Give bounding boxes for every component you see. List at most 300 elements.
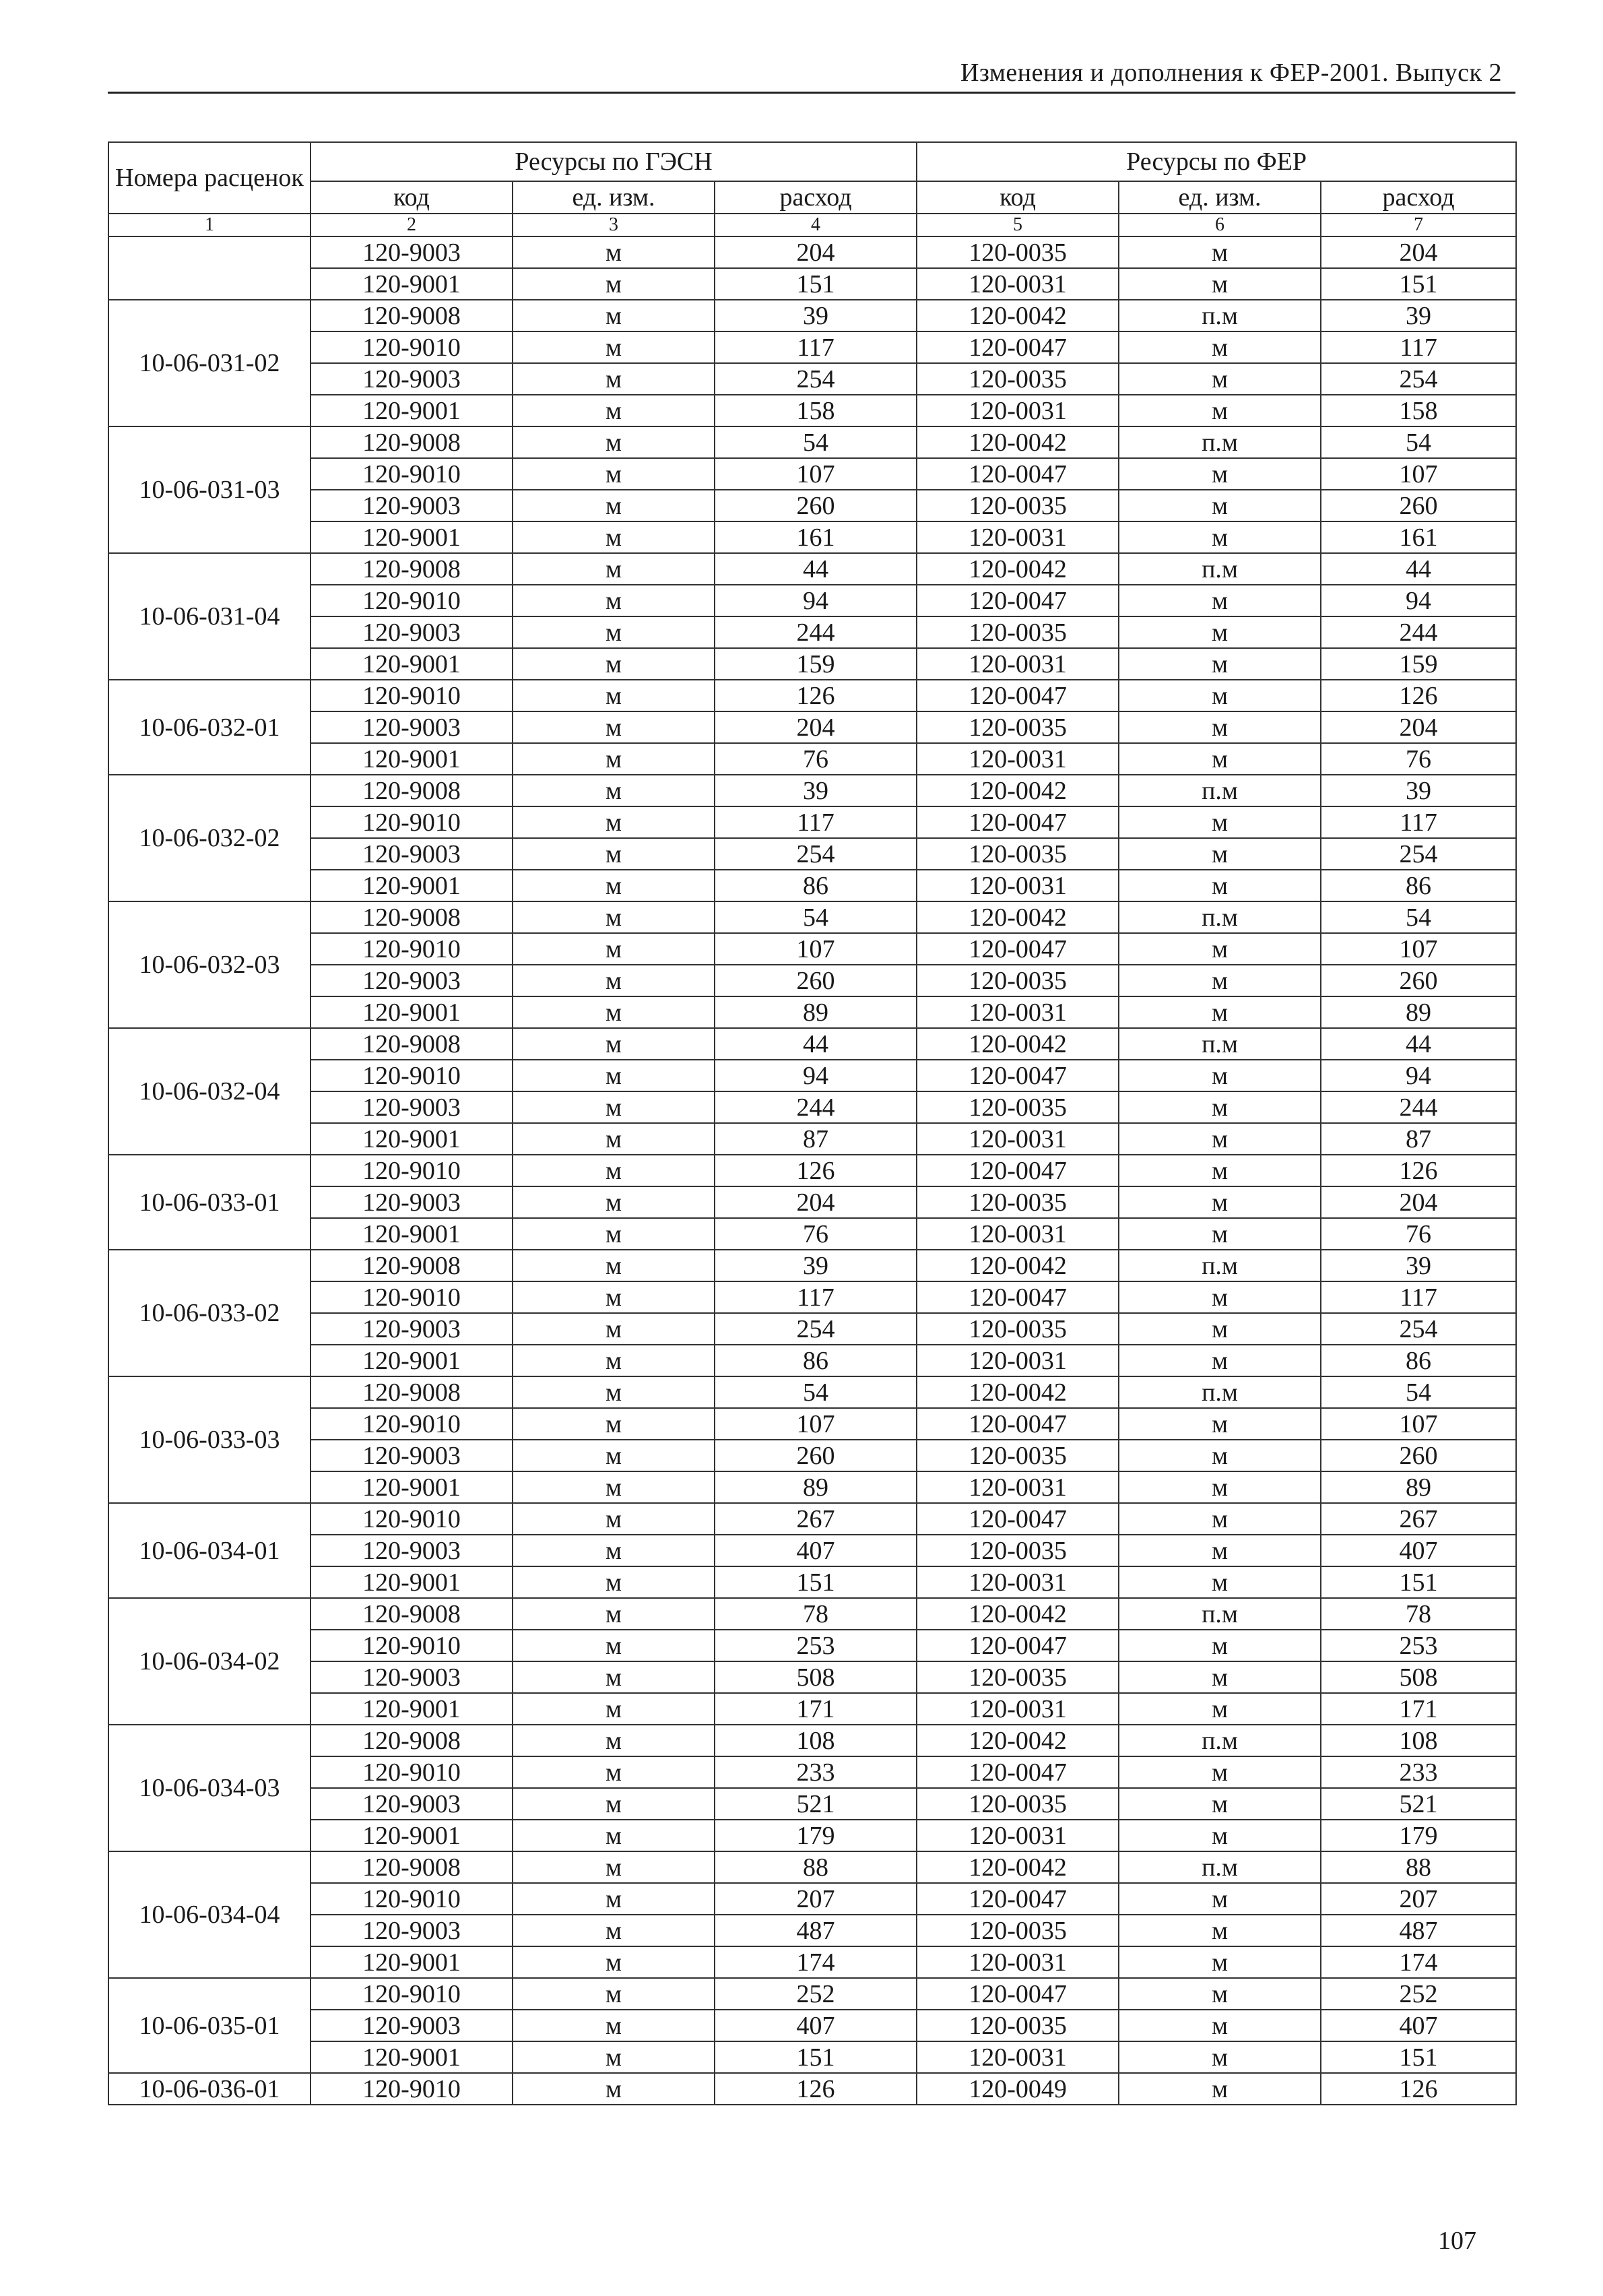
fer-qty-cell: 54 <box>1321 901 1516 933</box>
column-header: расход <box>715 181 917 214</box>
fer-unit-cell: п.м <box>1119 1725 1321 1756</box>
fer-qty-cell: 254 <box>1321 838 1516 870</box>
fer-qty-cell: 244 <box>1321 1091 1516 1123</box>
gesn-code-cell: 120-9001 <box>310 2041 513 2073</box>
gesn-qty-cell: 44 <box>715 1028 917 1060</box>
fer-unit-cell: м <box>1119 838 1321 870</box>
table-row <box>108 585 1516 616</box>
table-row <box>108 1345 1516 1376</box>
gesn-code-cell: 120-9003 <box>310 1535 513 1566</box>
gesn-code-cell: 120-9010 <box>310 933 513 965</box>
gesn-unit-cell: м <box>513 2073 715 2105</box>
fer-qty-cell: 207 <box>1321 1883 1516 1915</box>
gesn-unit-cell: м <box>513 331 715 363</box>
fer-unit-cell: м <box>1119 870 1321 901</box>
gesn-qty-cell: 117 <box>715 806 917 838</box>
gesn-code-cell: 120-9008 <box>310 1250 513 1281</box>
gesn-qty-cell: 76 <box>715 743 917 775</box>
fer-code-cell: 120-0035 <box>917 838 1119 870</box>
fer-unit-cell: п.м <box>1119 426 1321 458</box>
gesn-unit-cell: м <box>513 395 715 426</box>
fer-qty-cell: 204 <box>1321 236 1516 268</box>
gesn-code-cell: 120-9010 <box>310 1756 513 1788</box>
fer-code-cell: 120-0035 <box>917 2010 1119 2041</box>
gesn-qty-cell: 151 <box>715 268 917 300</box>
fer-qty-cell: 39 <box>1321 300 1516 331</box>
gesn-qty-cell: 260 <box>715 1440 917 1471</box>
fer-qty-cell: 107 <box>1321 458 1516 490</box>
gesn-unit-cell: м <box>513 1028 715 1060</box>
gesn-code-cell: 120-9010 <box>310 458 513 490</box>
gesn-qty-cell: 126 <box>715 2073 917 2105</box>
fer-unit-cell: м <box>1119 1661 1321 1693</box>
gesn-unit-cell: м <box>513 1345 715 1376</box>
fer-code-cell: 120-0042 <box>917 1851 1119 1883</box>
fer-qty-cell: 260 <box>1321 490 1516 521</box>
fer-code-cell: 120-0047 <box>917 806 1119 838</box>
fer-qty-cell: 407 <box>1321 2010 1516 2041</box>
fer-qty-cell: 253 <box>1321 1630 1516 1661</box>
fer-qty-cell: 260 <box>1321 965 1516 996</box>
gesn-qty-cell: 179 <box>715 1820 917 1851</box>
gesn-qty-cell: 254 <box>715 838 917 870</box>
fer-code-cell: 120-0031 <box>917 743 1119 775</box>
gesn-qty-cell: 260 <box>715 965 917 996</box>
fer-code-cell: 120-0047 <box>917 1756 1119 1788</box>
fer-unit-cell: м <box>1119 1820 1321 1851</box>
gesn-unit-cell: м <box>513 1756 715 1788</box>
gesn-qty-cell: 94 <box>715 585 917 616</box>
fer-unit-cell: м <box>1119 2010 1321 2041</box>
gesn-qty-cell: 107 <box>715 1408 917 1440</box>
rate-number-cell: 10-06-034-04 <box>108 1851 310 1978</box>
fer-code-cell: 120-0047 <box>917 1281 1119 1313</box>
gesn-unit-cell: м <box>513 616 715 648</box>
rates-column-header: Номера расценок <box>108 142 310 214</box>
gesn-qty-cell: 159 <box>715 648 917 680</box>
gesn-unit-cell: м <box>513 1503 715 1535</box>
gesn-qty-cell: 151 <box>715 2041 917 2073</box>
fer-unit-cell: м <box>1119 711 1321 743</box>
rate-number-cell: 10-06-032-04 <box>108 1028 310 1155</box>
fer-code-cell: 120-0042 <box>917 775 1119 806</box>
rate-number-cell: 10-06-031-03 <box>108 426 310 553</box>
gesn-code-cell: 120-9008 <box>310 1725 513 1756</box>
fer-unit-cell: м <box>1119 363 1321 395</box>
gesn-unit-cell: м <box>513 1471 715 1503</box>
fer-code-cell: 120-0042 <box>917 1376 1119 1408</box>
gesn-code-cell: 120-9010 <box>310 806 513 838</box>
gesn-code-cell: 120-9010 <box>310 1408 513 1440</box>
gesn-unit-cell: м <box>513 711 715 743</box>
gesn-unit-cell: м <box>513 1440 715 1471</box>
gesn-code-cell: 120-9001 <box>310 1218 513 1250</box>
gesn-unit-cell: м <box>513 426 715 458</box>
fer-code-cell: 120-0042 <box>917 300 1119 331</box>
gesn-code-cell: 120-9008 <box>310 1028 513 1060</box>
fer-qty-cell: 407 <box>1321 1535 1516 1566</box>
gesn-unit-cell: м <box>513 775 715 806</box>
fer-code-cell: 120-0047 <box>917 680 1119 711</box>
gesn-code-cell: 120-9008 <box>310 1851 513 1883</box>
fer-unit-cell: м <box>1119 1883 1321 1915</box>
rate-number-cell <box>108 236 310 300</box>
gesn-unit-cell: м <box>513 1598 715 1630</box>
fer-unit-cell: м <box>1119 585 1321 616</box>
table-row <box>108 331 1516 363</box>
fer-unit-cell: м <box>1119 965 1321 996</box>
table-row <box>108 1060 1516 1091</box>
gesn-qty-cell: 407 <box>715 2010 917 2041</box>
fer-code-cell: 120-0047 <box>917 933 1119 965</box>
table-row <box>108 300 1516 331</box>
fer-qty-cell: 233 <box>1321 1756 1516 1788</box>
rate-number-cell: 10-06-032-01 <box>108 680 310 775</box>
fer-unit-cell: м <box>1119 1155 1321 1186</box>
gesn-qty-cell: 204 <box>715 236 917 268</box>
fer-code-cell: 120-0035 <box>917 1313 1119 1345</box>
fer-code-cell: 120-0031 <box>917 268 1119 300</box>
table-row <box>108 1978 1516 2010</box>
fer-unit-cell: м <box>1119 1060 1321 1091</box>
gesn-qty-cell: 267 <box>715 1503 917 1535</box>
fer-qty-cell: 204 <box>1321 711 1516 743</box>
fer-qty-cell: 521 <box>1321 1788 1516 1820</box>
fer-code-cell: 120-0047 <box>917 1155 1119 1186</box>
gesn-unit-cell: м <box>513 1566 715 1598</box>
gesn-unit-cell: м <box>513 1218 715 1250</box>
fer-unit-cell: м <box>1119 1218 1321 1250</box>
gesn-unit-cell: м <box>513 1851 715 1883</box>
fer-code-cell: 120-0031 <box>917 996 1119 1028</box>
gesn-code-cell: 120-9003 <box>310 711 513 743</box>
table-row <box>108 680 1516 711</box>
fer-code-cell: 120-0042 <box>917 901 1119 933</box>
fer-qty-cell: 171 <box>1321 1693 1516 1725</box>
gesn-code-cell: 120-9008 <box>310 1376 513 1408</box>
gesn-unit-cell: м <box>513 870 715 901</box>
fer-code-cell: 120-0031 <box>917 648 1119 680</box>
table-row <box>108 1503 1516 1535</box>
fer-unit-cell: м <box>1119 236 1321 268</box>
gesn-unit-cell: м <box>513 648 715 680</box>
gesn-unit-cell: м <box>513 1725 715 1756</box>
fer-unit-cell: п.м <box>1119 553 1321 585</box>
table-row <box>108 1566 1516 1598</box>
table-row <box>108 901 1516 933</box>
gesn-code-cell: 120-9001 <box>310 268 513 300</box>
gesn-unit-cell: м <box>513 1820 715 1851</box>
column-header: ед. изм. <box>1119 181 1321 214</box>
gesn-code-cell: 120-9010 <box>310 1155 513 1186</box>
fer-qty-cell: 252 <box>1321 1978 1516 2010</box>
fer-qty-cell: 76 <box>1321 743 1516 775</box>
fer-unit-cell: м <box>1119 395 1321 426</box>
gesn-qty-cell: 39 <box>715 775 917 806</box>
rate-number-cell: 10-06-034-03 <box>108 1725 310 1851</box>
gesn-code-cell: 120-9003 <box>310 1915 513 1946</box>
fer-unit-cell: м <box>1119 1978 1321 2010</box>
fer-code-cell: 120-0042 <box>917 1598 1119 1630</box>
gesn-qty-cell: 161 <box>715 521 917 553</box>
fer-code-cell: 120-0035 <box>917 236 1119 268</box>
rate-number-cell: 10-06-035-01 <box>108 1978 310 2073</box>
fer-qty-cell: 88 <box>1321 1851 1516 1883</box>
fer-qty-cell: 159 <box>1321 648 1516 680</box>
fer-qty-cell: 260 <box>1321 1440 1516 1471</box>
gesn-unit-cell: м <box>513 458 715 490</box>
rate-number-cell: 10-06-032-03 <box>108 901 310 1028</box>
fer-unit-cell: м <box>1119 490 1321 521</box>
gesn-qty-cell: 107 <box>715 933 917 965</box>
fer-qty-cell: 158 <box>1321 395 1516 426</box>
gesn-qty-cell: 108 <box>715 1725 917 1756</box>
fer-qty-cell: 117 <box>1321 806 1516 838</box>
table-row <box>108 1535 1516 1566</box>
gesn-unit-cell: м <box>513 236 715 268</box>
gesn-unit-cell: м <box>513 1630 715 1661</box>
gesn-qty-cell: 407 <box>715 1535 917 1566</box>
table-row <box>108 711 1516 743</box>
table-row <box>108 1281 1516 1313</box>
column-header: код <box>310 181 513 214</box>
fer-qty-cell: 94 <box>1321 585 1516 616</box>
table-row <box>108 1471 1516 1503</box>
gesn-unit-cell: м <box>513 965 715 996</box>
fer-code-cell: 120-0042 <box>917 553 1119 585</box>
gesn-code-cell: 120-9003 <box>310 1091 513 1123</box>
gesn-qty-cell: 39 <box>715 1250 917 1281</box>
rate-number-cell: 10-06-033-02 <box>108 1250 310 1376</box>
gesn-qty-cell: 78 <box>715 1598 917 1630</box>
gesn-unit-cell: м <box>513 490 715 521</box>
gesn-qty-cell: 252 <box>715 1978 917 2010</box>
gesn-code-cell: 120-9001 <box>310 1693 513 1725</box>
fer-unit-cell: м <box>1119 1471 1321 1503</box>
fer-code-cell: 120-0035 <box>917 616 1119 648</box>
gesn-code-cell: 120-9010 <box>310 2073 513 2105</box>
table-row <box>108 996 1516 1028</box>
gesn-code-cell: 120-9008 <box>310 300 513 331</box>
fer-code-cell: 120-0035 <box>917 1535 1119 1566</box>
fer-group-header: Ресурсы по ФЕР <box>917 142 1516 181</box>
column-header: расход <box>1321 181 1516 214</box>
gesn-unit-cell: м <box>513 1091 715 1123</box>
gesn-unit-cell: м <box>513 1915 715 1946</box>
table-row <box>108 1725 1516 1756</box>
fer-code-cell: 120-0035 <box>917 1788 1119 1820</box>
gesn-qty-cell: 94 <box>715 1060 917 1091</box>
fer-code-cell: 120-0047 <box>917 1060 1119 1091</box>
fer-code-cell: 120-0042 <box>917 1028 1119 1060</box>
table-row <box>108 2041 1516 2073</box>
gesn-unit-cell: м <box>513 838 715 870</box>
gesn-qty-cell: 521 <box>715 1788 917 1820</box>
gesn-unit-cell: м <box>513 1693 715 1725</box>
gesn-code-cell: 120-9008 <box>310 553 513 585</box>
gesn-unit-cell: м <box>513 743 715 775</box>
table-row <box>108 838 1516 870</box>
table-row <box>108 775 1516 806</box>
fer-unit-cell: м <box>1119 1440 1321 1471</box>
gesn-qty-cell: 244 <box>715 616 917 648</box>
gesn-unit-cell: м <box>513 1186 715 1218</box>
fer-unit-cell: п.м <box>1119 1250 1321 1281</box>
gesn-qty-cell: 126 <box>715 1155 917 1186</box>
table-row <box>108 1123 1516 1155</box>
table-body <box>108 236 1516 2105</box>
fer-code-cell: 120-0047 <box>917 1630 1119 1661</box>
fer-code-cell: 120-0031 <box>917 1566 1119 1598</box>
table-row <box>108 965 1516 996</box>
fer-unit-cell: м <box>1119 806 1321 838</box>
table-row <box>108 1915 1516 1946</box>
gesn-code-cell: 120-9010 <box>310 1883 513 1915</box>
gesn-qty-cell: 253 <box>715 1630 917 1661</box>
table-row <box>108 870 1516 901</box>
table-row <box>108 1630 1516 1661</box>
gesn-qty-cell: 207 <box>715 1883 917 1915</box>
gesn-code-cell: 120-9001 <box>310 395 513 426</box>
fer-qty-cell: 94 <box>1321 1060 1516 1091</box>
gesn-unit-cell: м <box>513 363 715 395</box>
table-row <box>108 1313 1516 1345</box>
column-number: 4 <box>715 214 917 236</box>
fer-qty-cell: 126 <box>1321 2073 1516 2105</box>
fer-unit-cell: м <box>1119 458 1321 490</box>
gesn-code-cell: 120-9010 <box>310 1060 513 1091</box>
gesn-unit-cell: м <box>513 1535 715 1566</box>
gesn-qty-cell: 244 <box>715 1091 917 1123</box>
gesn-code-cell: 120-9008 <box>310 901 513 933</box>
gesn-code-cell: 120-9003 <box>310 1313 513 1345</box>
gesn-code-cell: 120-9003 <box>310 1186 513 1218</box>
gesn-code-cell: 120-9001 <box>310 1123 513 1155</box>
gesn-qty-cell: 508 <box>715 1661 917 1693</box>
fer-code-cell: 120-0031 <box>917 1123 1119 1155</box>
rate-number-cell: 10-06-033-03 <box>108 1376 310 1503</box>
gesn-unit-cell: м <box>513 996 715 1028</box>
table-row <box>108 1091 1516 1123</box>
fer-code-cell: 120-0035 <box>917 711 1119 743</box>
fer-unit-cell: м <box>1119 1756 1321 1788</box>
fer-unit-cell: м <box>1119 1630 1321 1661</box>
table-row <box>108 1408 1516 1440</box>
gesn-unit-cell: м <box>513 1123 715 1155</box>
column-number: 3 <box>513 214 715 236</box>
gesn-qty-cell: 54 <box>715 901 917 933</box>
gesn-unit-cell: м <box>513 901 715 933</box>
fer-unit-cell: п.м <box>1119 775 1321 806</box>
table-row <box>108 490 1516 521</box>
fer-unit-cell: м <box>1119 1535 1321 1566</box>
table-row <box>108 1186 1516 1218</box>
gesn-unit-cell: м <box>513 680 715 711</box>
table-row <box>108 1820 1516 1851</box>
gesn-unit-cell: м <box>513 268 715 300</box>
fer-unit-cell: п.м <box>1119 901 1321 933</box>
gesn-code-cell: 120-9001 <box>310 996 513 1028</box>
fer-qty-cell: 244 <box>1321 616 1516 648</box>
fer-unit-cell: м <box>1119 2041 1321 2073</box>
fer-qty-cell: 78 <box>1321 1598 1516 1630</box>
table-row <box>108 521 1516 553</box>
fer-code-cell: 120-0031 <box>917 1693 1119 1725</box>
rate-number-cell: 10-06-033-01 <box>108 1155 310 1250</box>
fer-code-cell: 120-0035 <box>917 1186 1119 1218</box>
fer-qty-cell: 151 <box>1321 2041 1516 2073</box>
fer-qty-cell: 126 <box>1321 1155 1516 1186</box>
fer-qty-cell: 254 <box>1321 363 1516 395</box>
fer-qty-cell: 126 <box>1321 680 1516 711</box>
column-number: 5 <box>917 214 1119 236</box>
fer-qty-cell: 204 <box>1321 1186 1516 1218</box>
fer-qty-cell: 117 <box>1321 331 1516 363</box>
header-rule <box>108 92 1515 94</box>
rate-number-cell: 10-06-036-01 <box>108 2073 310 2105</box>
fer-code-cell: 120-0047 <box>917 1978 1119 2010</box>
gesn-qty-cell: 254 <box>715 1313 917 1345</box>
fer-unit-cell: м <box>1119 1186 1321 1218</box>
gesn-qty-cell: 126 <box>715 680 917 711</box>
fer-qty-cell: 107 <box>1321 933 1516 965</box>
rate-number-cell: 10-06-031-02 <box>108 300 310 426</box>
fer-code-cell: 120-0031 <box>917 870 1119 901</box>
fer-qty-cell: 174 <box>1321 1946 1516 1978</box>
gesn-qty-cell: 204 <box>715 711 917 743</box>
gesn-unit-cell: м <box>513 1060 715 1091</box>
table-row <box>108 1440 1516 1471</box>
fer-qty-cell: 44 <box>1321 1028 1516 1060</box>
gesn-unit-cell: м <box>513 1883 715 1915</box>
gesn-unit-cell: м <box>513 521 715 553</box>
table-row <box>108 1376 1516 1408</box>
table-row <box>108 268 1516 300</box>
table-row <box>108 933 1516 965</box>
gesn-code-cell: 120-9010 <box>310 1978 513 2010</box>
gesn-unit-cell: м <box>513 2010 715 2041</box>
fer-unit-cell: м <box>1119 1408 1321 1440</box>
fer-code-cell: 120-0031 <box>917 1471 1119 1503</box>
fer-unit-cell: п.м <box>1119 1376 1321 1408</box>
fer-unit-cell: м <box>1119 1313 1321 1345</box>
page-header-title: Изменения и дополнения к ФЕР-2001. Выпуск 2 <box>960 59 1502 87</box>
fer-qty-cell: 254 <box>1321 1313 1516 1345</box>
gesn-unit-cell: м <box>513 585 715 616</box>
rate-number-cell: 10-06-031-04 <box>108 553 310 680</box>
fer-unit-cell: м <box>1119 1281 1321 1313</box>
table-row <box>108 553 1516 585</box>
gesn-code-cell: 120-9001 <box>310 1345 513 1376</box>
fer-unit-cell: п.м <box>1119 1598 1321 1630</box>
fer-qty-cell: 89 <box>1321 996 1516 1028</box>
fer-unit-cell: м <box>1119 1503 1321 1535</box>
fer-qty-cell: 86 <box>1321 1345 1516 1376</box>
fer-code-cell: 120-0031 <box>917 2041 1119 2073</box>
rate-number-cell: 10-06-034-01 <box>108 1503 310 1598</box>
gesn-code-cell: 120-9003 <box>310 1440 513 1471</box>
table-row <box>108 743 1516 775</box>
gesn-code-cell: 120-9003 <box>310 1661 513 1693</box>
fer-unit-cell: м <box>1119 1091 1321 1123</box>
gesn-qty-cell: 54 <box>715 426 917 458</box>
fer-qty-cell: 108 <box>1321 1725 1516 1756</box>
gesn-unit-cell: м <box>513 2041 715 2073</box>
gesn-qty-cell: 39 <box>715 300 917 331</box>
fer-unit-cell: м <box>1119 1693 1321 1725</box>
fer-code-cell: 120-0047 <box>917 331 1119 363</box>
gesn-qty-cell: 117 <box>715 331 917 363</box>
